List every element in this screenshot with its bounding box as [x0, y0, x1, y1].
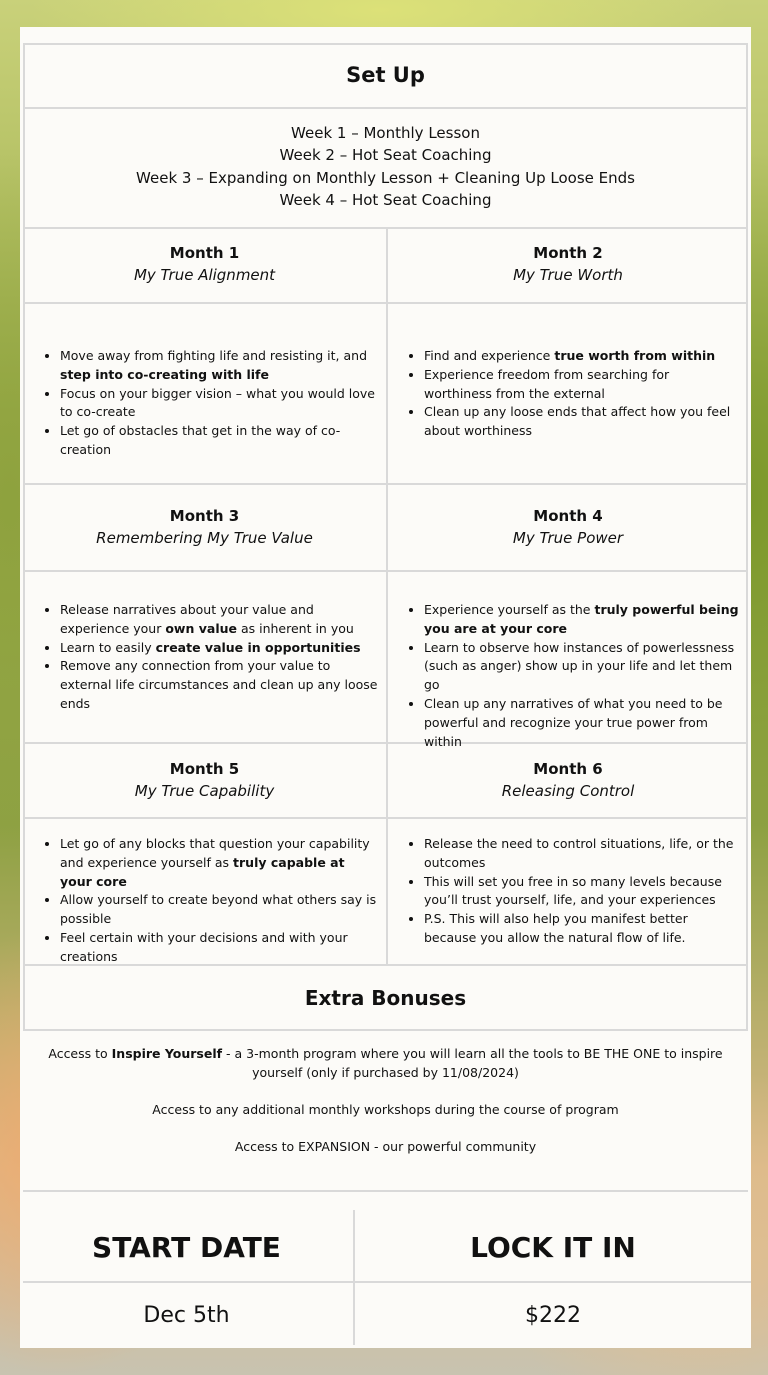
bullet-item: • P.S. This will also help you manifest better because you allow the natural flow of life. [424, 910, 737, 948]
month-header [23, 242, 386, 286]
lock-it-in-label: LOCK IT IN [470, 1230, 636, 1264]
month-bullets [23, 835, 379, 967]
bullet-item: • Learn to easily create value in opportunities [60, 639, 379, 658]
price-value: $222 [525, 1302, 581, 1328]
month-name: Remembering My True Value [96, 529, 313, 547]
setup-title: Set Up [346, 63, 425, 87]
bonuses-title: Extra Bonuses [304, 986, 467, 1010]
bullet-item: • Experience yourself as the truly powerful being you are at your core [424, 601, 742, 639]
month-name: My True Capability [134, 782, 275, 800]
month-header [388, 242, 748, 286]
month-header [23, 758, 386, 802]
month-number: Month 6 [533, 760, 603, 778]
month-name: Releasing Control [501, 782, 635, 800]
bullet-item: • Move away from fighting life and resisting it, and step into co-creating with life [60, 347, 379, 385]
month-header [388, 758, 748, 802]
month-number: Month 1 [169, 244, 240, 262]
month-bullets [23, 601, 379, 714]
bullet-item: • Let go of obstacles that get in the way of co-creation [60, 422, 379, 460]
week-line: Week 2 – Hot Seat Coaching [279, 146, 492, 165]
month-number: Month 3 [169, 507, 240, 525]
program-panel [20, 27, 751, 1348]
start-date-value: Dec 5th [143, 1302, 230, 1328]
bullet-item: • Release the need to control situations, life, or the outcomes [424, 835, 737, 873]
bullet-item: • Feel certain with your decisions and with your creations [60, 929, 379, 967]
month-number: Month 2 [533, 244, 603, 262]
bullet-item: • Let go of any blocks that question your capability and experience yourself as truly capable at your core [60, 835, 379, 891]
bullet-item: • Clean up any loose ends that affect how you feel about worthiness [424, 403, 737, 441]
bullet-item: • Learn to observe how instances of powerlessness (such as anger) show up in your life and let them go [424, 639, 742, 695]
weeks-list [20, 122, 751, 211]
month-name: My True Alignment [133, 266, 276, 284]
month-bullets [387, 347, 737, 441]
month-bullets [387, 601, 742, 751]
bonus-item: Access to EXPANSION - our powerful community [234, 1139, 537, 1154]
month-name: My True Worth [513, 266, 623, 284]
bonus-item: Access to Inspire Yourself - a 3-month program where you will learn all the tools to BE THE ONE to inspire yourself (only if purchased by 11/08/2024) [48, 1046, 723, 1080]
month-header [388, 505, 748, 549]
bullet-item: • Allow yourself to create beyond what others say is possible [60, 891, 379, 929]
month-number: Month 4 [533, 507, 603, 525]
bonus-item: Access to any additional monthly workshops during the course of program [152, 1102, 619, 1117]
week-line: Week 1 – Monthly Lesson [291, 124, 480, 142]
bullet-item: • Clean up any narratives of what you need to be powerful and recognize your true power from within [424, 695, 742, 751]
month-number: Month 5 [169, 760, 240, 778]
bullet-item: • Find and experience true worth from within [424, 347, 737, 366]
divider [23, 107, 748, 109]
divider [23, 1029, 748, 1031]
divider [23, 1190, 748, 1192]
month-bullets [23, 347, 379, 460]
start-date-label: START DATE [92, 1230, 281, 1264]
month-header [23, 505, 386, 549]
bullet-item: • This will set you free in so many levels because you’ll trust yourself, life, and your experiences [424, 873, 737, 911]
week-line: Week 3 – Expanding on Monthly Lesson + Cleaning Up Loose Ends [136, 168, 635, 187]
month-bullets [387, 835, 737, 948]
bullet-item: • Experience freedom from searching for worthiness from the external [424, 366, 737, 404]
bullet-item: • Remove any connection from your value to external life circumstances and clean up any loose ends [60, 657, 379, 713]
bullet-item: • Focus on your bigger vision – what you would love to co-create [60, 385, 379, 423]
divider [23, 1281, 751, 1283]
week-line: Week 4 – Hot Seat Coaching [279, 190, 492, 209]
month-name: My True Power [512, 529, 624, 547]
bullet-item: • Release narratives about your value and experience your own value as inherent in you [60, 601, 379, 639]
